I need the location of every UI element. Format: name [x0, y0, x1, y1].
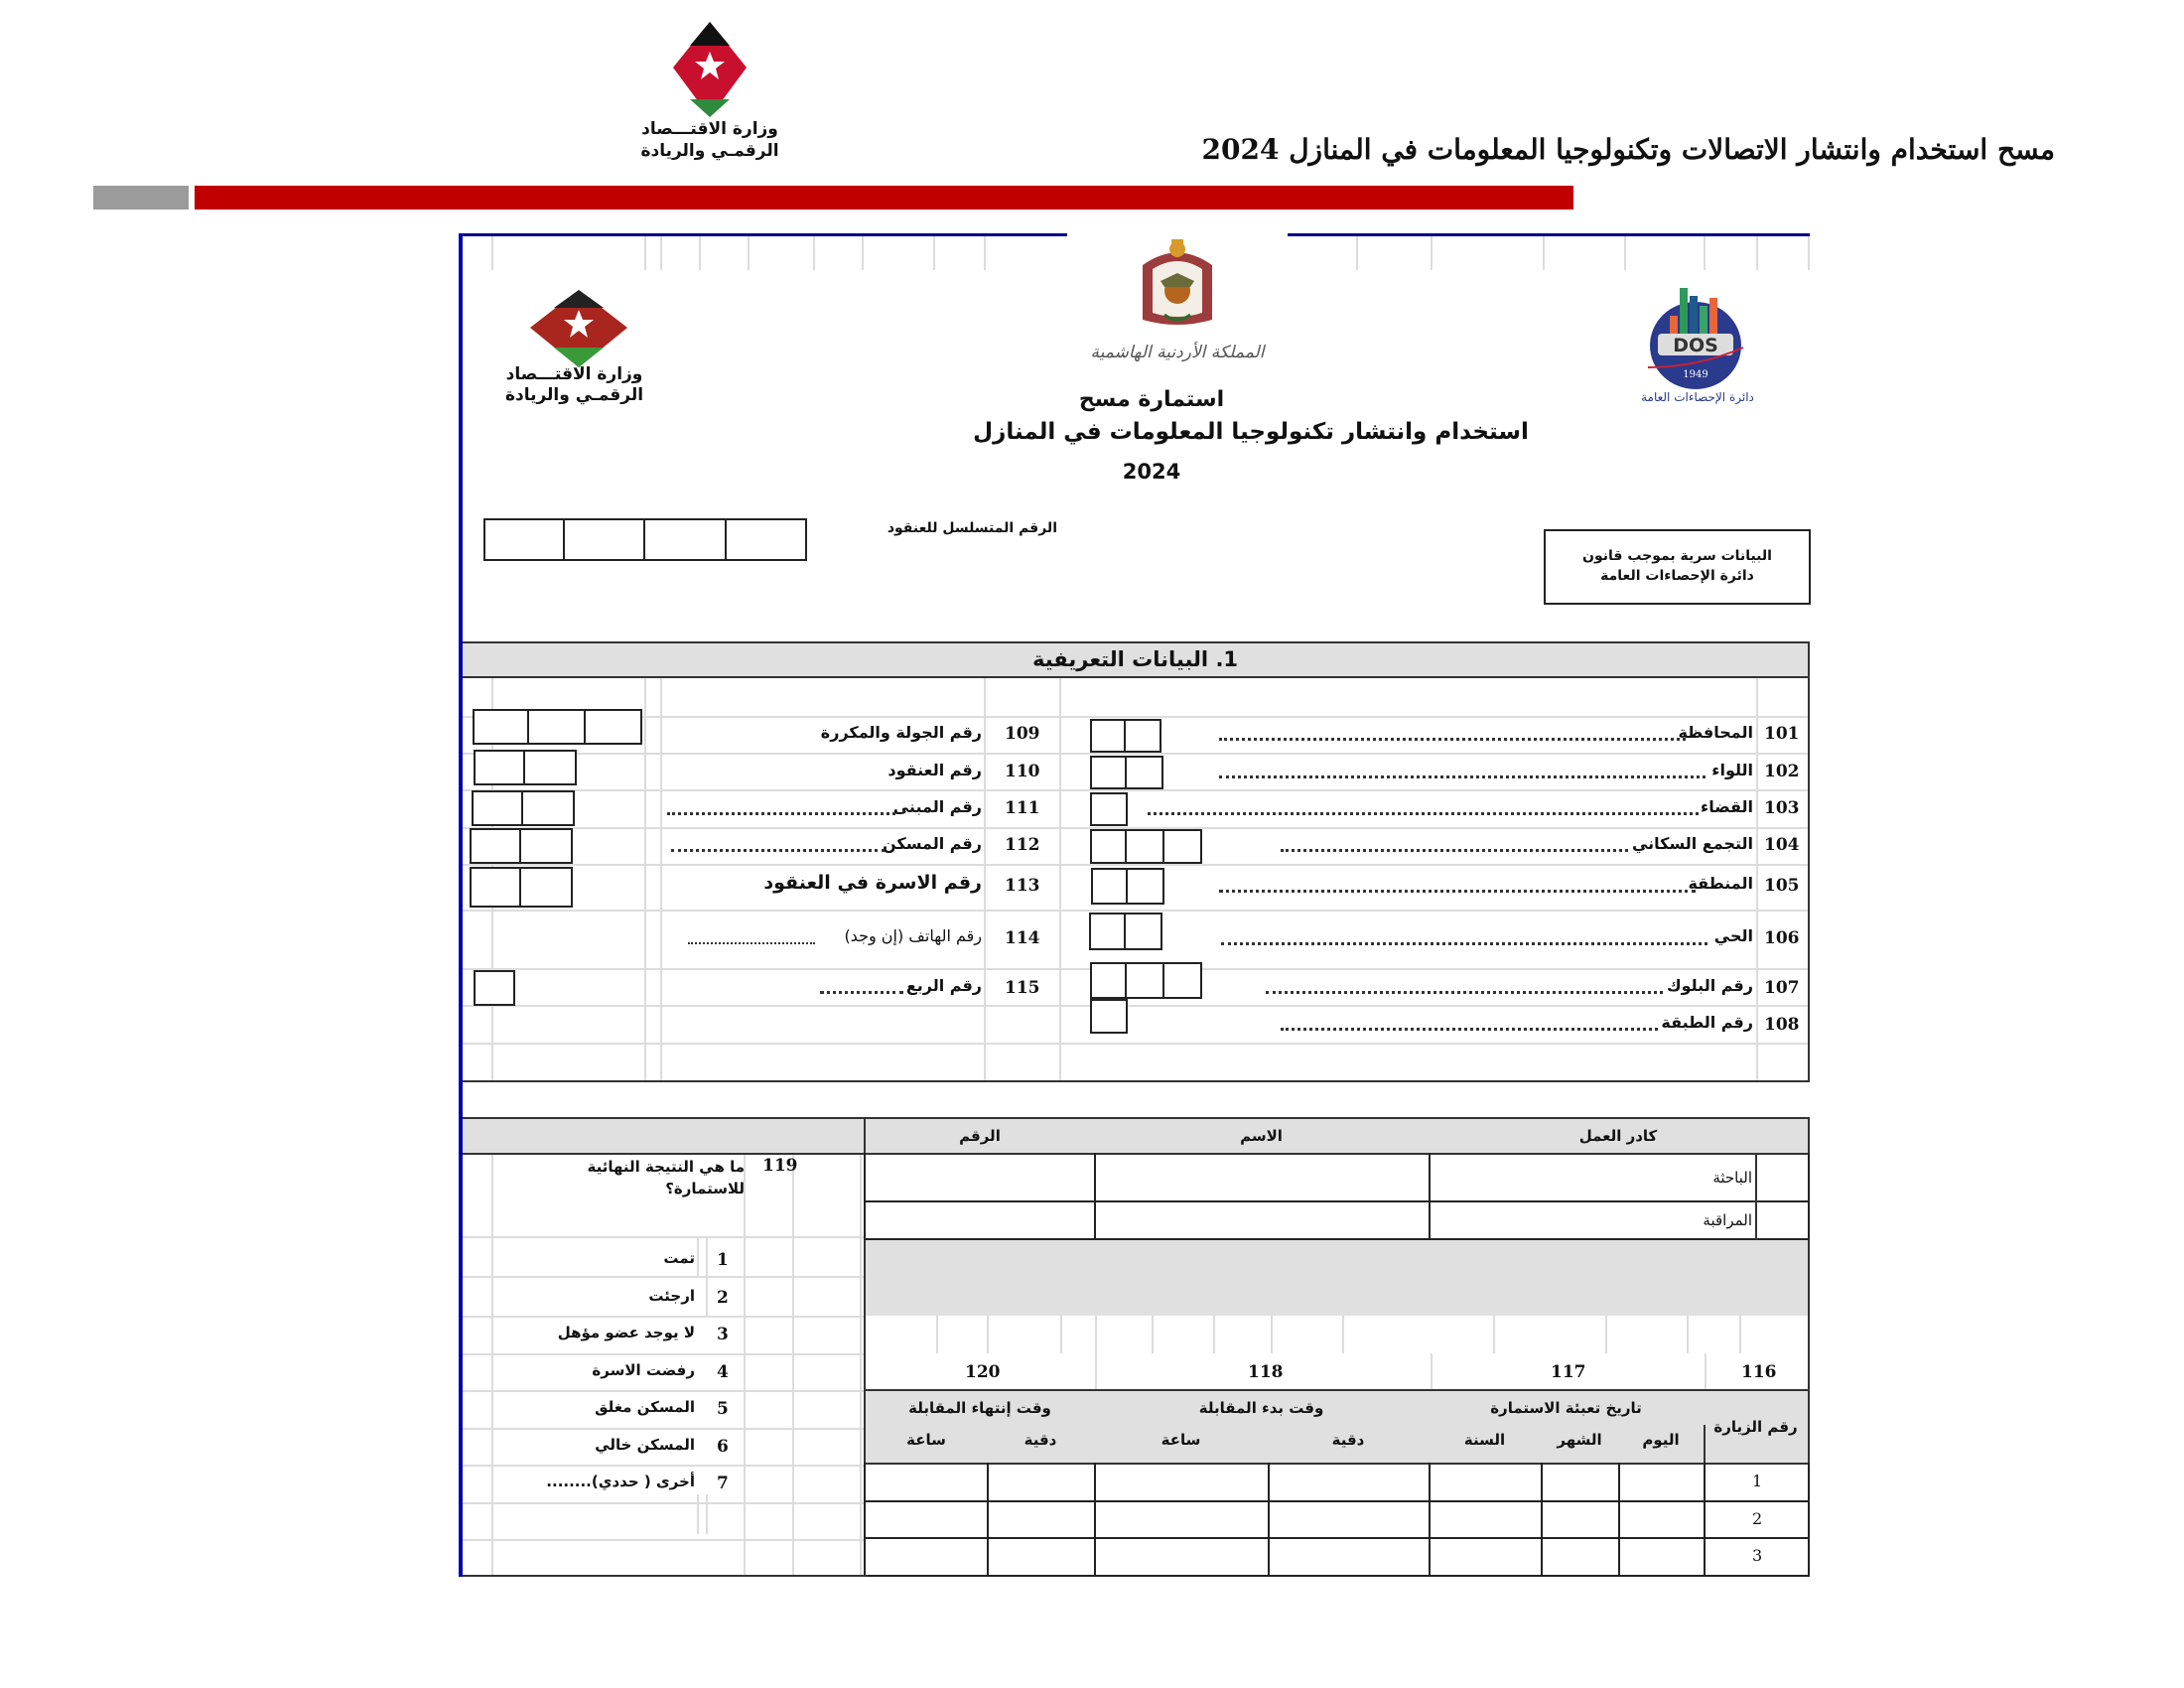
option-label: ارجئت — [648, 1287, 695, 1305]
dos-abbrev: DOS — [1673, 335, 1718, 356]
form-ministry-text-2: الرقمـي والريادة — [504, 385, 644, 405]
serial-number-boxes[interactable] — [483, 518, 807, 561]
field-label: رقم الطبقة — [1661, 1013, 1753, 1032]
staff-role-cell — [1429, 1200, 1810, 1240]
field-code: 110 — [1005, 762, 1040, 781]
option-code: 3 — [717, 1325, 729, 1344]
serial-box[interactable] — [645, 518, 727, 561]
staff-role-label: الباحثة — [1712, 1169, 1752, 1187]
code-boxes[interactable] — [472, 790, 575, 826]
staff-header-staff: كادر العمل — [1429, 1117, 1810, 1155]
code-boxes[interactable] — [474, 970, 515, 1006]
start-hour-input[interactable] — [1094, 1537, 1270, 1577]
role-divider — [1755, 1153, 1757, 1202]
grid-line — [1059, 678, 1061, 1080]
header-start-hour: ساعة — [1094, 1425, 1270, 1465]
grid-line — [748, 236, 750, 270]
header-fill-date: تاريخ تعبئة الاستمارة — [1429, 1389, 1706, 1427]
field-code: 105 — [1764, 876, 1800, 896]
confidentiality-notice — [1544, 529, 1811, 605]
fill-line[interactable] — [1148, 812, 1699, 815]
grid-line — [491, 1155, 493, 1577]
field-label: رقم العنقود — [887, 761, 982, 779]
code-boxes[interactable] — [1089, 913, 1162, 950]
grid-line — [1605, 1316, 1607, 1353]
grid-line — [644, 678, 646, 1080]
visit-row-3 — [864, 1537, 1810, 1577]
staff-name-input[interactable] — [1094, 1153, 1431, 1202]
form-bottom-border — [463, 1575, 866, 1577]
lower-header-left — [463, 1117, 864, 1155]
header-day: اليوم — [1618, 1425, 1706, 1465]
header-bar-red — [195, 186, 1573, 210]
grid-line — [1431, 236, 1433, 270]
field-label: اللواء — [1711, 761, 1753, 779]
header-visit-no: رقم الزيارة — [1704, 1389, 1810, 1465]
field-label: رقم الهاتف (إن وجد) — [844, 926, 982, 945]
field-code: 101 — [1764, 724, 1800, 744]
grid-line — [1095, 1316, 1097, 1353]
grid-line — [1152, 1316, 1154, 1353]
grid-line — [1213, 1316, 1215, 1353]
digit-box[interactable] — [521, 867, 573, 908]
confidential-line-2: دائرة الإحصاءات العامة — [1600, 568, 1754, 584]
field-label: التجمع السكاني — [1631, 834, 1753, 853]
grid-line — [463, 1043, 1808, 1045]
option-code: 4 — [717, 1362, 729, 1382]
grid-line — [1756, 236, 1758, 270]
end-hour-input[interactable] — [864, 1463, 989, 1502]
fill-line[interactable] — [1219, 775, 1706, 778]
fill-line[interactable] — [1219, 890, 1696, 893]
code-boxes[interactable] — [1091, 868, 1164, 905]
role-divider — [1755, 1200, 1757, 1240]
ministry-logo-text-1: وزارة الاقتـــصاد — [641, 119, 778, 139]
grid-line — [644, 236, 646, 270]
header-bar-gray — [93, 186, 189, 210]
year-input[interactable] — [1429, 1537, 1543, 1577]
grid-line — [660, 678, 662, 1080]
section-1-header: 1. البيانات التعريفية — [463, 641, 1810, 678]
visit-number: 1 — [1752, 1472, 1763, 1490]
header-start-minute: دقية — [1268, 1425, 1431, 1465]
end-minute-input[interactable] — [987, 1500, 1096, 1539]
header-start-time: وقت بدء المقابلة — [1094, 1389, 1431, 1427]
digit-box[interactable] — [1127, 756, 1163, 789]
grid-line — [1060, 1316, 1062, 1353]
digit-box[interactable] — [470, 867, 521, 908]
header-month: الشهر — [1541, 1425, 1620, 1465]
digit-box[interactable] — [586, 709, 642, 745]
year-input[interactable] — [1429, 1500, 1543, 1539]
grid-line — [936, 1316, 938, 1353]
code-boxes[interactable] — [470, 828, 573, 864]
coat-of-arms-icon — [1123, 235, 1232, 335]
fill-line[interactable] — [1221, 942, 1707, 945]
ministry-logo-text-2: الرقمـي والريادة — [640, 141, 779, 161]
serial-box[interactable] — [483, 518, 565, 561]
field-code: 113 — [1005, 876, 1040, 896]
visit-number: 2 — [1752, 1509, 1763, 1528]
grid-line — [463, 1502, 864, 1504]
code-118: 118 — [1248, 1362, 1284, 1382]
grid-line — [463, 910, 1808, 912]
grid-line — [1493, 1316, 1495, 1353]
grid-line — [463, 789, 1808, 791]
staff-number-input[interactable] — [864, 1153, 1096, 1202]
code-boxes[interactable] — [470, 867, 573, 908]
digit-box[interactable] — [1127, 962, 1164, 999]
code-120: 120 — [965, 1362, 1001, 1382]
grid-line — [792, 1155, 794, 1577]
page-title: مسح استخدام وانتشار الاتصالات وتكنولوجيا المعلومات في المنازل 2024 — [1201, 133, 2055, 166]
month-input[interactable] — [1541, 1537, 1620, 1577]
header-year: السنة — [1429, 1425, 1543, 1465]
grid-line — [463, 1236, 864, 1238]
grid-line — [1342, 1316, 1344, 1353]
grid-line — [699, 236, 701, 270]
grid-line — [697, 1236, 699, 1276]
digit-box[interactable] — [1164, 829, 1202, 864]
staff-header-number: الرقم — [864, 1117, 1096, 1155]
grid-line — [660, 236, 662, 270]
code-boxes[interactable] — [474, 750, 577, 785]
digit-box[interactable] — [525, 750, 577, 785]
identification-bottom-border — [463, 1080, 1810, 1082]
digit-box[interactable] — [523, 790, 575, 826]
grid-line — [862, 236, 864, 270]
option-label: المسكن مغلق — [595, 1398, 695, 1416]
question-119-text: ما هي النتيجة النهائية للاستمارة؟ — [587, 1158, 745, 1197]
form-title-year: 2024 — [1122, 460, 1181, 484]
grid-line — [463, 1465, 864, 1467]
visit-row-1 — [864, 1463, 1810, 1500]
grid-line — [984, 236, 986, 270]
field-label: رقم البلوك — [1666, 976, 1753, 995]
day-input[interactable] — [1618, 1537, 1706, 1577]
coat-of-arms — [1067, 231, 1288, 380]
staff-role-cell — [1429, 1153, 1810, 1202]
grid-line — [463, 1390, 864, 1392]
form-title-line1: استمارة مسح — [1078, 387, 1225, 412]
form-title-line2: استخدام وانتشار تكنولوجيا المعلومات في المنازل — [973, 419, 1529, 445]
fill-line[interactable] — [671, 849, 885, 852]
option-label: رفضت الاسرة — [592, 1361, 695, 1379]
field-code: 104 — [1764, 835, 1800, 855]
field-label: المحافظة — [1678, 723, 1753, 742]
digit-box[interactable] — [474, 750, 525, 785]
digit-box[interactable] — [1164, 962, 1202, 999]
grid-line — [463, 716, 1808, 718]
grid-line — [1756, 678, 1758, 1080]
end-minute-input[interactable] — [987, 1537, 1096, 1577]
field-label: القضاء — [1701, 797, 1753, 816]
field-code: 108 — [1764, 1015, 1800, 1035]
field-label: الحي — [1713, 926, 1753, 945]
fill-line[interactable] — [1266, 991, 1663, 994]
field-code: 115 — [1005, 978, 1040, 998]
digit-box[interactable] — [1091, 868, 1128, 905]
grid-line — [463, 1353, 864, 1355]
digit-box[interactable] — [1090, 829, 1127, 864]
code-boxes[interactable] — [1090, 719, 1161, 753]
grid-line — [984, 678, 986, 1080]
end-minute-input[interactable] — [987, 1463, 1096, 1502]
option-code: 6 — [717, 1437, 729, 1457]
header-end-time: وقت إنتهاء المقابلة — [864, 1389, 1096, 1427]
code-boxes[interactable] — [473, 709, 642, 745]
grid-line — [744, 1155, 746, 1577]
fill-line[interactable] — [820, 991, 903, 994]
dos-logo-icon — [1618, 276, 1777, 410]
kingdom-name: المملكة الأردنية الهاشمية — [1090, 343, 1265, 362]
header-end-minute: دقية — [987, 1425, 1096, 1465]
field-label: رقم الجولة والمكررة — [820, 723, 982, 742]
digit-box[interactable] — [1090, 756, 1127, 789]
shaded-block — [864, 1240, 1810, 1316]
grid-line — [813, 236, 815, 270]
blank-row — [864, 1316, 1810, 1353]
form-ministry-text-1: وزارة الاقتـــصاد — [505, 364, 643, 384]
option-code: 1 — [717, 1250, 729, 1270]
confidential-line-1: البيانات سرية بموجب قانون — [1582, 548, 1772, 564]
visit-number: 3 — [1752, 1546, 1763, 1565]
grid-line — [860, 1155, 862, 1577]
month-input[interactable] — [1541, 1463, 1620, 1502]
grid-line — [1095, 1353, 1097, 1391]
digit-box[interactable] — [1090, 962, 1127, 999]
grid-line — [463, 1428, 864, 1430]
grid-line — [491, 236, 493, 270]
field-label: المنطقة — [1688, 874, 1753, 893]
grid-line — [1356, 236, 1358, 270]
staff-header-name: الاسم — [1094, 1117, 1431, 1155]
grid-line — [1808, 236, 1810, 270]
staff-number-input[interactable] — [864, 1200, 1096, 1240]
fill-line[interactable] — [1281, 1028, 1658, 1031]
question-119-code: 119 — [762, 1156, 798, 1176]
visit-row-2 — [864, 1500, 1810, 1538]
field-label: رقم المسكن — [882, 834, 982, 853]
option-code: 2 — [717, 1288, 729, 1308]
digit-box[interactable] — [1126, 719, 1161, 753]
grid-line — [463, 1316, 864, 1318]
day-input[interactable] — [1618, 1463, 1706, 1502]
grid-line — [1271, 1316, 1273, 1353]
field-code: 102 — [1764, 762, 1800, 781]
field-label: رقم الربع — [905, 976, 982, 995]
staff-role-label: المراقبة — [1703, 1211, 1752, 1229]
serial-box[interactable] — [565, 518, 645, 561]
field-code: 107 — [1764, 978, 1800, 998]
field-label: رقم المبنى — [892, 797, 982, 816]
field-code: 106 — [1764, 928, 1800, 948]
fill-line[interactable] — [1281, 849, 1628, 852]
option-label: لا يوجد عضو مؤهل — [557, 1324, 695, 1341]
start-hour-input[interactable] — [1094, 1463, 1270, 1502]
grid-line — [1687, 1316, 1689, 1353]
digit-box[interactable] — [1089, 913, 1126, 950]
grid-line — [1705, 1353, 1706, 1391]
serial-number-label: الرقم المتسلسل للعنقود — [887, 520, 1057, 536]
digit-box[interactable] — [1090, 999, 1128, 1034]
option-code: 7 — [717, 1474, 729, 1493]
form-ministry-logo — [463, 270, 686, 417]
start-hour-input[interactable] — [1094, 1500, 1270, 1539]
option-code: 5 — [717, 1399, 729, 1419]
fill-line[interactable] — [688, 942, 815, 944]
dos-name: دائرة الإحصاءات العامة — [1641, 390, 1754, 404]
digit-box[interactable] — [474, 970, 515, 1006]
grid-line — [1624, 236, 1626, 270]
code-boxes[interactable] — [1090, 962, 1202, 999]
grid-line — [1739, 1316, 1741, 1353]
serial-box[interactable] — [727, 518, 807, 561]
digit-box[interactable] — [1090, 792, 1128, 826]
field-label: رقم الاسرة في العنقود — [763, 872, 982, 894]
ministry-diamond-icon — [635, 20, 784, 119]
code-117: 117 — [1551, 1362, 1586, 1382]
grid-line — [1704, 236, 1706, 270]
field-code: 114 — [1005, 928, 1040, 948]
dos-year: 1949 — [1683, 369, 1708, 380]
code-boxes[interactable] — [1090, 829, 1202, 864]
option-label: تمت — [663, 1249, 695, 1267]
start-minute-input[interactable] — [1268, 1463, 1431, 1502]
start-minute-input[interactable] — [1268, 1537, 1431, 1577]
header-end-hour: ساعة — [864, 1425, 989, 1465]
start-minute-input[interactable] — [1268, 1500, 1431, 1539]
code-boxes[interactable] — [1090, 756, 1163, 789]
field-code: 109 — [1005, 724, 1040, 744]
staff-name-input[interactable] — [1094, 1200, 1431, 1240]
digit-box[interactable] — [1090, 719, 1126, 753]
year-input[interactable] — [1429, 1463, 1543, 1502]
identification-right-border — [1808, 678, 1810, 1082]
digit-box[interactable] — [1128, 868, 1164, 905]
field-code: 103 — [1764, 798, 1800, 818]
field-code: 112 — [1005, 835, 1040, 855]
option-label: المسكن خالي — [595, 1436, 695, 1454]
option-label: أخرى ( حددي)........ — [546, 1473, 695, 1490]
grid-line — [987, 1316, 989, 1353]
grid-line — [463, 753, 1808, 755]
grid-line — [463, 864, 1808, 866]
grid-line — [697, 1494, 699, 1534]
digit-box[interactable] — [472, 790, 523, 826]
grid-line — [706, 1494, 708, 1534]
ministry-logo-top — [635, 20, 784, 164]
code-boxes[interactable] — [1090, 792, 1128, 826]
grid-line — [933, 236, 935, 270]
digit-box[interactable] — [521, 828, 573, 864]
grid-line — [463, 1276, 864, 1278]
code-116: 116 — [1741, 1362, 1777, 1382]
digit-box[interactable] — [1126, 913, 1162, 950]
end-hour-input[interactable] — [864, 1500, 989, 1539]
digit-box[interactable] — [1127, 829, 1164, 864]
digit-box[interactable] — [470, 828, 521, 864]
digit-box[interactable] — [473, 709, 529, 745]
digit-box[interactable] — [529, 709, 586, 745]
end-hour-input[interactable] — [864, 1537, 989, 1577]
grid-line — [463, 1005, 1808, 1007]
dos-logo — [1618, 276, 1777, 410]
field-code: 111 — [1005, 798, 1040, 818]
grid-line — [1543, 236, 1545, 270]
day-input[interactable] — [1618, 1500, 1706, 1539]
grid-line — [463, 1539, 864, 1541]
visits-codes-row — [864, 1353, 1810, 1391]
fill-line[interactable] — [1219, 738, 1686, 741]
grid-line — [1431, 1353, 1433, 1391]
fill-line[interactable] — [667, 812, 895, 815]
code-boxes[interactable] — [1090, 999, 1128, 1034]
ministry-diamond-icon — [524, 288, 633, 369]
month-input[interactable] — [1541, 1500, 1620, 1539]
